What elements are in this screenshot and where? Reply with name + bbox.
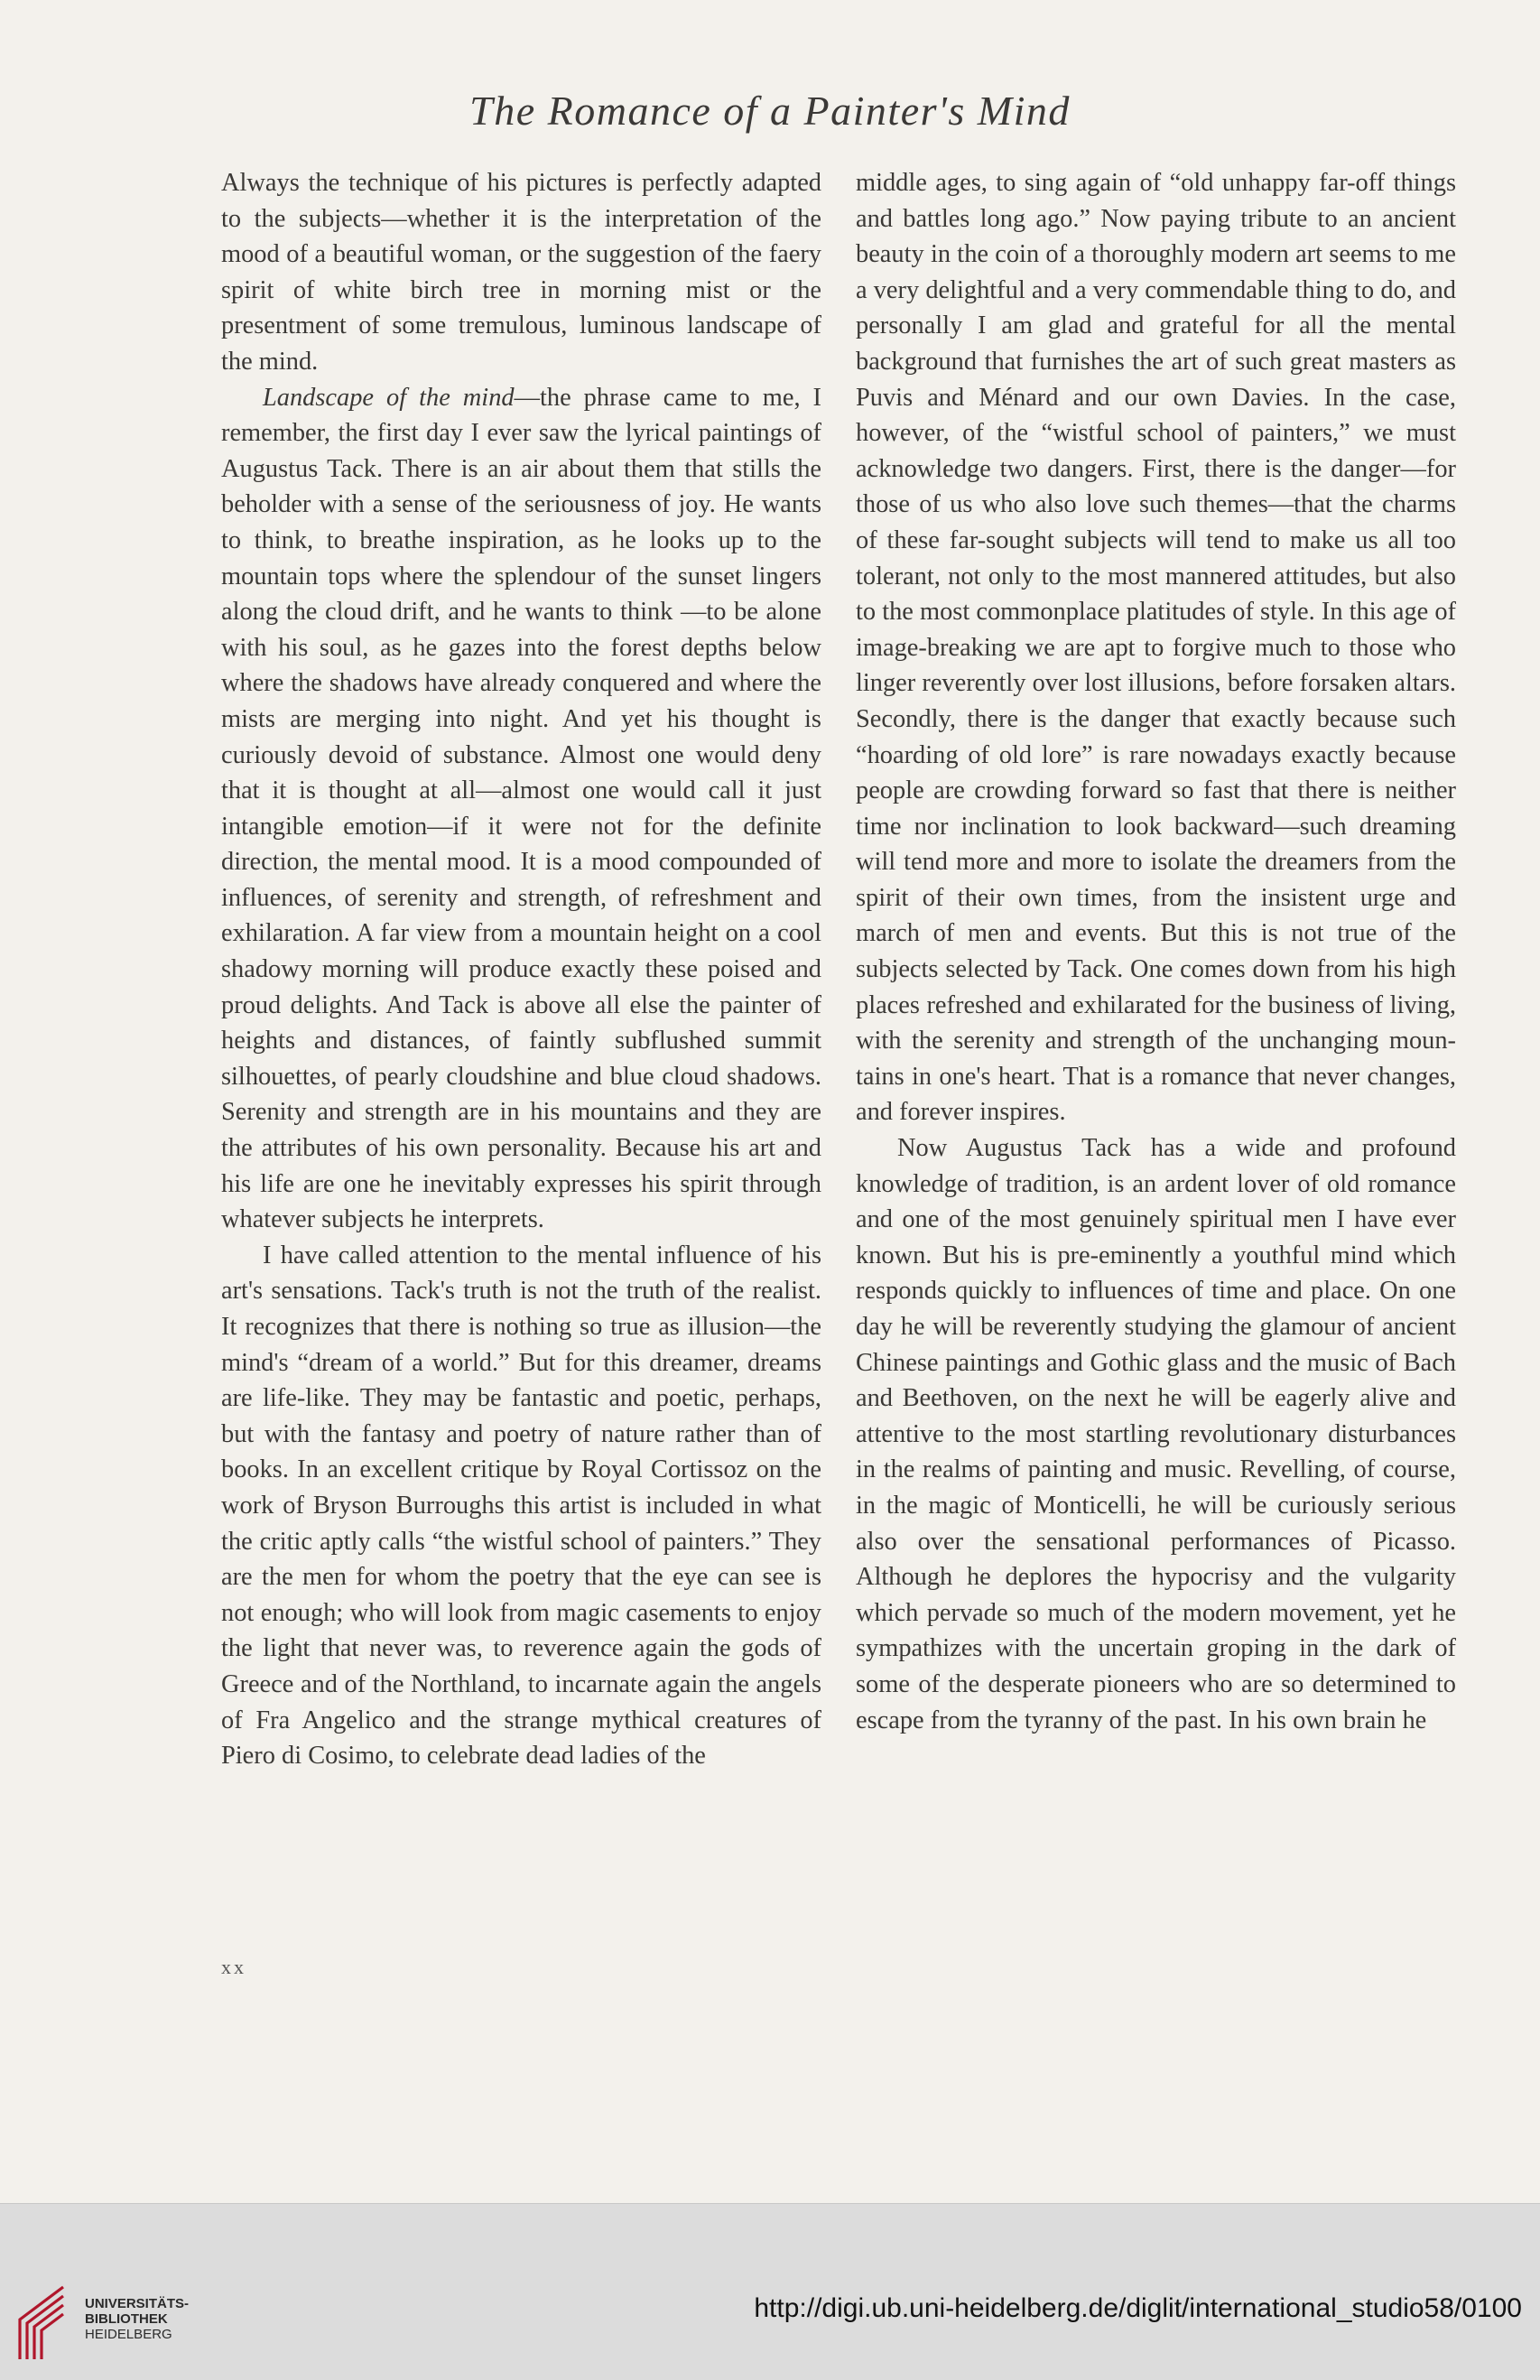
digitization-footer [0,2203,1540,2380]
paragraph-2-lead: Landscape of the mind [263,383,515,412]
paragraph-2-body: —the phrase came to me, I remember, the first day I ever saw the lyrical paintings of Augustus Tack. There is an air about them that stills the beholder with a sense of the seriousness of joy. He wants to think, to breathe inspiration, as he looks up to the mountain tops where the splendour of the sunset lingers along the cloud drift, and he wants to think —to be alone with his soul, as he gazes into the forest depths below where the shadows have already conquered and where the mists are merging into night. And yet his thought is curiously devoid of substance. Almost one would deny that it is thought at all—almost one would call it just intangible emotion—if it were not for the definite direction, the mental mood. It is a mood compounded of influences, of serenity and strength, of refreshment and exhilaration. A far view from a mountain height on a cool shadowy morning will produce exactly these poised and proud delights. And Tack is above all else the painter of heights and distances, of faintly subflushed summit silhouettes, of pearly cloudshine and blue cloud shadows. Serenity and strength are in his mountains and they are the attributes of his own personality. Because his art and his life are one he inevitably expresses his spirit through whatever subjects he interprets. [221,383,821,1234]
paragraph-1: Always the technique of his pictures is perfectly adapted to the subjects—whether it is the interpretation of the mood of a beautiful woman, or the suggestion of the faery spirit of white birch tree in morning mist or the presentment of some tremulous, luminous landscape of the mind. [221,169,821,376]
library-name [85,2296,189,2342]
library-name-line-2: BIBLIOTHEK [85,2311,168,2327]
paragraph-2 [221,380,821,1238]
left-column [221,165,821,1774]
library-name-line-1: UNIVERSITÄTS- [85,2296,190,2311]
page-number: xx [221,1956,246,1978]
library-logo-icon [14,2282,67,2363]
paragraph-4: middle ages, to sing again of “old unhappy far-off things and battles long ago.” Now paying tribute to an ancient beauty in the coin of a thoroughly modern art seems to me a very delightful and a very commendable thing to do, and personally I am glad and grateful for all the mental background that furnishes the art of such great masters as Puvis and Ménard and our own Davies. In the case, however, of the “wistful school of painters,” we must acknowledge two dangers. First, there is the danger—for those of us who also love such themes—that the charms of these far-sought subjects will tend to make us all too tolerant, not only to the most mannered attitudes, but also to the most commonplace platitudes of style. In this age of image-breaking we are apt to forgive much to those who linger reverently over lost illusions, before forsaken altars. Secondly, there is the danger that exactly because such “hoarding of old lore” is rare nowadays exactly because people are crowding forward so fast that there is neither time nor inclination to look backward—such dreaming will tend more and more to isolate the dreamers from the spirit of their own times, from the insistent urge and march of men and events. But this is not true of the subjects selected by Tack. One comes down from his high places refreshed and exhilarated for the business of living, with the serenity and strength of the unchanging mountains in one's heart. That is a romance that never changes, and forever inspires. [856,169,1456,1127]
library-name-line-3: HEIDELBERG [85,2327,172,2342]
right-column [856,165,1456,1738]
paragraph-3: I have called attention to the mental influence of his art's sensations. Tack's truth is not the truth of the realist. It recognizes that there is nothing so true as illusion—the mind's “dream of a world.” But for this dreamer, dreams are life-like. They may be fantastic and poetic, perhaps, but with the fantasy and poetry of nature rather than of books. In an excellent critique by Royal Cortissoz on the work of Bryson Burroughs this artist is included in what the critic aptly calls “the wistful school of painters.” They are the men for whom the poetry that the eye can see is not enough; who will look from magic casements to enjoy the light that never was, to reverence again the gods of Greece and of the Northland, to incarnate again the angels of Fra Angelico and the strange mythical creatures of Piero di Cosimo, to celebrate dead ladies of the [221,1241,821,1771]
running-head: The Romance of a Painter's Mind [469,88,1071,134]
paragraph-5: Now Augustus Tack has a wide and profound knowledge of tradition, is an ardent lover of old romance and one of the most genuinely spiritual men I have ever known. But his is pre-eminently a youthful mind which responds quickly to influences of time and place. On one day he will be reverently studying the glamour of ancient Chinese paintings and Gothic glass and the music of Bach and Beethoven, on the next he will be eagerly alive and attentive to the most startling revolutionary disturbances in the realms of painting and music. Revelling, of course, in the magic of Monticelli, he will be curiously serious also over the sensational performances of Picasso. Although he deplores the hypocrisy and the vulgarity which pervade so much of the modern movement, yet he sympathizes with the uncertain groping in the dark of some of the desperate pioneers who are so determined to escape from the tyranny of the past. In his own brain he [856,1134,1456,1734]
source-url-link[interactable]: http://digi.ub.uni-heidelberg.de/diglit/international_studio58/0100 [754,2293,1522,2323]
